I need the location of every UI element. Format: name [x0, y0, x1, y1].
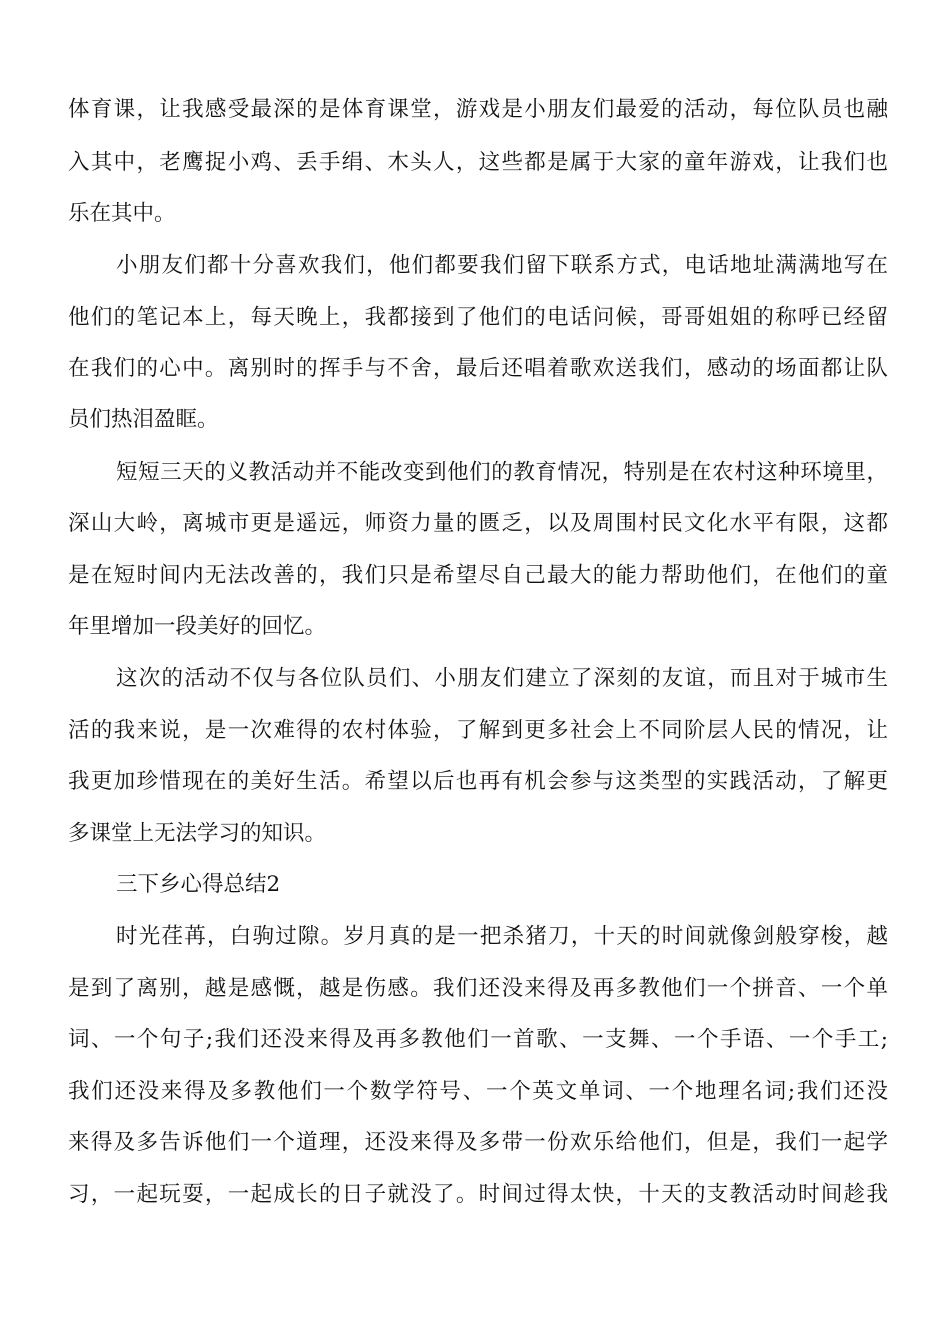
text-line: 他们的笔记本上，每天晚上，我都接到了他们的电话问候，哥哥姐姐的称呼已经留 — [68, 305, 888, 330]
text-line: 活的我来说，是一次难得的农村体验，了解到更多社会上不同阶层人民的情况，让 — [68, 718, 888, 743]
text-line: 时光荏苒，白驹过隙。岁月真的是一把杀猪刀，十天的时间就像剑般穿梭，越 — [116, 924, 888, 949]
text-line: 这次的活动不仅与各位队员们、小朋友们建立了深刻的友谊，而且对于城市生 — [116, 666, 888, 691]
text-line: 在我们的心中。离别时的挥手与不舍，最后还唱着歌欢送我们，感动的场面都让队 — [68, 356, 888, 381]
text-line: 深山大岭，离城市更是遥远，师资力量的匮乏，以及周围村民文化水平有限，这都 — [68, 511, 888, 536]
text-line: 小朋友们都十分喜欢我们，他们都要我们留下联系方式，电话地址满满地写在 — [116, 253, 888, 278]
text-line: 来得及多告诉他们一个道理，还没来得及多带一份欢乐给他们，但是，我们一起学 — [68, 1130, 888, 1155]
text-line: 入其中，老鹰捉小鸡、丢手绢、木头人，这些都是属于大家的童年游戏，让我们也 — [68, 150, 888, 175]
section-heading: 三下乡心得总结2 — [116, 872, 281, 897]
text-line: 是到了离别，越是感慨，越是伤感。我们还没来得及再多教他们一个拼音、一个单 — [68, 976, 888, 1001]
text-line: 乐在其中。 — [68, 201, 176, 226]
text-line: 我们还没来得及多教他们一个数学符号、一个英文单词、一个地理名词;我们还没 — [68, 1079, 888, 1104]
text-line: 是在短时间内无法改善的，我们只是希望尽自己最大的能力帮助他们，在他们的童 — [68, 563, 888, 588]
text-line: 多课堂上无法学习的知识。 — [68, 821, 327, 846]
text-line: 词、一个句子;我们还没来得及再多教他们一首歌、一支舞、一个手语、一个手工; — [68, 1027, 888, 1052]
text-line: 我更加珍惜现在的美好生活。希望以后也再有机会参与这类型的实践活动，了解更 — [68, 769, 888, 794]
text-line: 年里增加一段美好的回忆。 — [68, 614, 327, 639]
text-line: 短短三天的义教活动并不能改变到他们的教育情况，特别是在农村这种环境里， — [116, 460, 888, 485]
text-line: 体育课，让我感受最深的是体育课堂，游戏是小朋友们最爱的活动，每位队员也融 — [68, 97, 888, 122]
text-line: 习，一起玩耍，一起成长的日子就没了。时间过得太快，十天的支教活动时间趁我 — [68, 1182, 888, 1207]
text-line: 员们热泪盈眶。 — [68, 407, 219, 432]
